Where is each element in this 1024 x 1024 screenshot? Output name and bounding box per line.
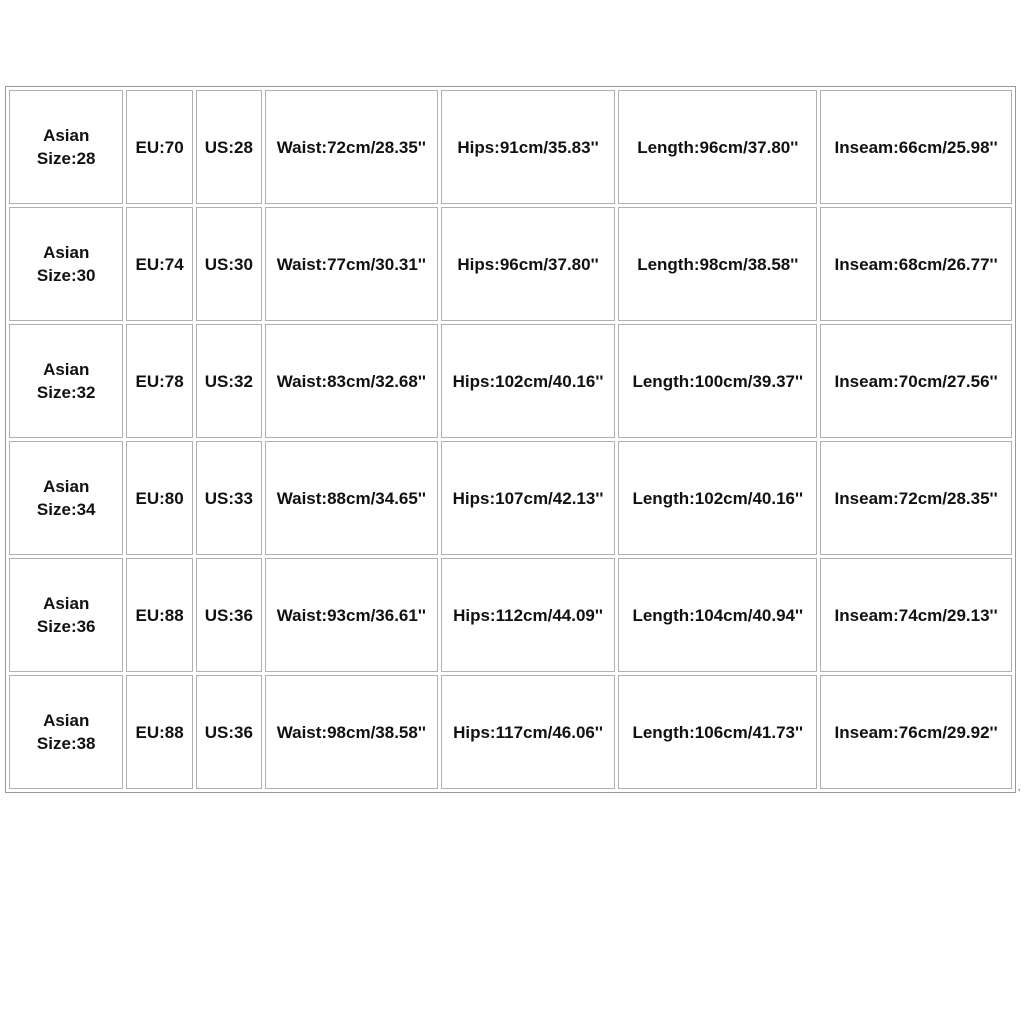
asian-size-value: Size:30 bbox=[36, 266, 96, 285]
waist-cell: Waist:72cm/28.35'' bbox=[265, 90, 438, 204]
eu-size-cell: EU:88 bbox=[126, 558, 192, 672]
inseam-cell: Inseam:72cm/28.35'' bbox=[820, 441, 1012, 555]
hips-cell: Hips:107cm/42.13'' bbox=[441, 441, 616, 555]
length-cell: Length:106cm/41.73'' bbox=[618, 675, 817, 789]
us-size-cell: US:36 bbox=[196, 558, 262, 672]
table-row bbox=[9, 207, 1012, 321]
length-cell: Length:98cm/38.58'' bbox=[618, 207, 817, 321]
eu-size-cell: EU:80 bbox=[126, 441, 192, 555]
waist-cell: Waist:98cm/38.58'' bbox=[265, 675, 438, 789]
length-cell: Length:96cm/37.80'' bbox=[618, 90, 817, 204]
length-cell: Length:100cm/39.37'' bbox=[618, 324, 817, 438]
us-size-cell: US:30 bbox=[196, 207, 262, 321]
hips-cell: Hips:112cm/44.09'' bbox=[441, 558, 616, 672]
asian-label: Asian bbox=[43, 126, 90, 145]
table-row bbox=[9, 90, 1012, 204]
waist-cell: Waist:83cm/32.68'' bbox=[265, 324, 438, 438]
asian-size-cell bbox=[9, 558, 123, 672]
asian-size-value: Size:28 bbox=[36, 149, 96, 168]
asian-label: Asian bbox=[43, 243, 90, 262]
asian-size-value: Size:38 bbox=[36, 734, 96, 753]
stray-mark: ’ bbox=[1018, 788, 1021, 799]
inseam-cell: Inseam:66cm/25.98'' bbox=[820, 90, 1012, 204]
asian-label: Asian bbox=[43, 711, 90, 730]
asian-label: Asian bbox=[43, 360, 90, 379]
asian-size-cell bbox=[9, 675, 123, 789]
table-row bbox=[9, 675, 1012, 789]
table-row bbox=[9, 324, 1012, 438]
asian-size-cell bbox=[9, 441, 123, 555]
asian-label: Asian bbox=[43, 477, 90, 496]
us-size-cell: US:28 bbox=[196, 90, 262, 204]
asian-size-value: Size:34 bbox=[36, 500, 96, 519]
asian-size-cell bbox=[9, 324, 123, 438]
hips-cell: Hips:91cm/35.83'' bbox=[441, 90, 616, 204]
eu-size-cell: EU:74 bbox=[126, 207, 192, 321]
waist-cell: Waist:88cm/34.65'' bbox=[265, 441, 438, 555]
us-size-cell: US:32 bbox=[196, 324, 262, 438]
asian-size-value: Size:36 bbox=[36, 617, 96, 636]
asian-size-cell bbox=[9, 90, 123, 204]
inseam-cell: Inseam:70cm/27.56'' bbox=[820, 324, 1012, 438]
us-size-cell: US:36 bbox=[196, 675, 262, 789]
length-cell: Length:102cm/40.16'' bbox=[618, 441, 817, 555]
waist-cell: Waist:77cm/30.31'' bbox=[265, 207, 438, 321]
hips-cell: Hips:102cm/40.16'' bbox=[441, 324, 616, 438]
length-cell: Length:104cm/40.94'' bbox=[618, 558, 817, 672]
eu-size-cell: EU:78 bbox=[126, 324, 192, 438]
hips-cell: Hips:117cm/46.06'' bbox=[441, 675, 616, 789]
inseam-cell: Inseam:74cm/29.13'' bbox=[820, 558, 1012, 672]
asian-size-cell bbox=[9, 207, 123, 321]
waist-cell: Waist:93cm/36.61'' bbox=[265, 558, 438, 672]
us-size-cell: US:33 bbox=[196, 441, 262, 555]
eu-size-cell: EU:70 bbox=[126, 90, 192, 204]
hips-cell: Hips:96cm/37.80'' bbox=[441, 207, 616, 321]
asian-label: Asian bbox=[43, 594, 90, 613]
inseam-cell: Inseam:76cm/29.92'' bbox=[820, 675, 1012, 789]
inseam-cell: Inseam:68cm/26.77'' bbox=[820, 207, 1012, 321]
size-chart-table bbox=[5, 86, 1016, 793]
table-row bbox=[9, 441, 1012, 555]
asian-size-value: Size:32 bbox=[36, 383, 96, 402]
table-row bbox=[9, 558, 1012, 672]
eu-size-cell: EU:88 bbox=[126, 675, 192, 789]
